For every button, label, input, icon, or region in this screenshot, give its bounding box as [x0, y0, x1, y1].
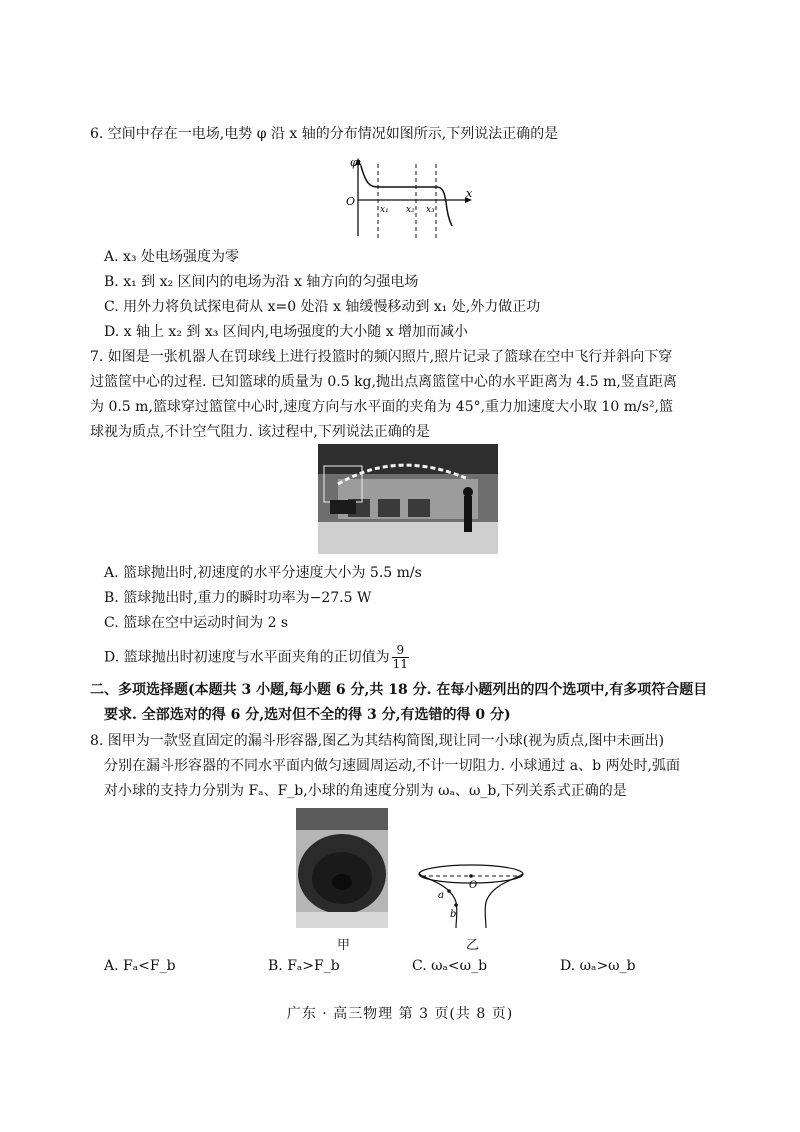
q6-potential-graph — [336, 154, 476, 244]
center-label-o: O — [469, 880, 478, 891]
q6-option-d: D. x 轴上 x₂ 到 x₃ 区间内,电场强度的大小随 x 增加而减小 — [104, 324, 469, 340]
q7-stem-line-1: 7. 如图是一张机器人在罚球线上进行投篮时的频闪照片,照片记录了篮球在空中飞行并斜向下穿 — [90, 349, 673, 365]
section2-title-line-2: 要求. 全部选对的得 6 分,选对但不全的得 3 分,有选错的得 0 分) — [104, 707, 511, 723]
phi-label: φ — [350, 156, 358, 169]
x1-label: x₁ — [380, 205, 389, 215]
q6-option-c: C. 用外力将负试探电荷从 x=0 处沿 x 轴缓慢移动到 x₁ 处,外力做正功 — [104, 299, 541, 315]
x2-label: x₂ — [406, 205, 415, 215]
q8-stem-line-3: 对小球的支持力分别为 Fₐ、F_b,小球的角速度分别为 ωₐ、ω_b,下列关系式正确的是 — [104, 783, 627, 799]
q6-option-a: A. x₃ 处电场强度为零 — [104, 249, 239, 265]
point-label-a: a — [438, 890, 444, 901]
q7-option-c: C. 篮球在空中运动时间为 2 s — [104, 615, 289, 631]
x-axis-label: x — [466, 187, 473, 200]
q7-option-d-fraction — [392, 644, 409, 671]
q8-stem-line-1: 8. 图甲为一款竖直固定的漏斗形容器,图乙为其结构简图,现让同一小球(视为质点,图中未画出) — [90, 733, 665, 749]
q8-funnel-diagram — [416, 858, 526, 930]
q8-stem-line-2: 分别在漏斗形容器的不同水平面内做匀速圆周运动,不计一切阻力. 小球通过 a、b 两处时,弧面 — [104, 758, 681, 774]
caption-yi: 乙 — [466, 938, 480, 953]
q8-option-b: B. Fₐ>F_b — [268, 958, 340, 974]
fraction-numerator: 9 — [392, 644, 409, 658]
q7-option-b: B. 篮球抛出时,重力的瞬时功率为−27.5 W — [104, 590, 372, 606]
q7-stem-line-2: 过篮筐中心的过程. 已知篮球的质量为 0.5 kg,抛出点离篮筐中心的水平距离为 4.5 m,竖直距离 — [90, 374, 677, 390]
q8-option-a: A. Fₐ<F_b — [104, 958, 176, 974]
q7-basketball-photo — [318, 444, 498, 554]
x3-label: x₃ — [426, 205, 435, 215]
page-footer: 广东 · 高三物理 第 3 页(共 8 页) — [286, 1006, 514, 1022]
q8-option-c: C. ωₐ<ω_b — [412, 958, 488, 974]
caption-jia: 甲 — [337, 938, 351, 953]
q7-stem-line-4: 球视为质点,不计空气阻力. 该过程中,下列说法正确的是 — [90, 424, 430, 440]
point-label-b: b — [450, 909, 457, 920]
q7-option-a: A. 篮球抛出时,初速度的水平分速度大小为 5.5 m/s — [104, 565, 422, 581]
section2-title-line-1: 二、多项选择题(本题共 3 小题,每小题 6 分,共 18 分. 在每小题列出的四个选项中,有多项符合题目 — [90, 682, 708, 698]
fraction-denominator: 11 — [392, 657, 408, 671]
q6-stem: 6. 空间中存在一电场,电势 φ 沿 x 轴的分布情况如图所示,下列说法正确的是 — [90, 126, 559, 142]
q8-option-d: D. ωₐ>ω_b — [560, 958, 636, 974]
q7-option-d — [104, 644, 724, 671]
q7-stem-line-3: 为 0.5 m,篮球穿过篮筐中心时,速度方向与水平面的夹角为 45°,重力加速度大小取 10 m/s²,篮 — [90, 399, 674, 415]
q6-option-b: B. x₁ 到 x₂ 区间内的电场为沿 x 轴方向的匀强电场 — [104, 274, 419, 290]
q7-option-d-text: D. 篮球抛出时初速度与水平面夹角的正切值为 — [104, 649, 390, 666]
origin-label: O — [346, 195, 356, 208]
q8-funnel-photo — [296, 808, 388, 928]
